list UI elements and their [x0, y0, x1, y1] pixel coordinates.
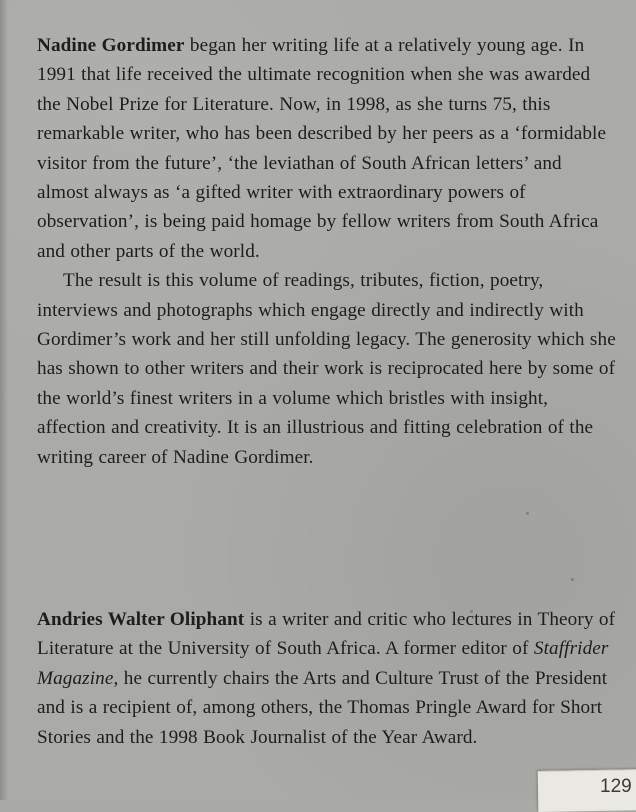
editor-bio-text-b: , he currently chairs the Arts and Culture Trust of the President and is a recipient of, among others, the Thomas Pringle Award for Short Stories and the 1998 Book Journalist of the Year Award. [37, 667, 608, 748]
editor-bio-section [37, 605, 617, 752]
paper-speck [571, 578, 574, 581]
page-edge-shadow [0, 0, 8, 800]
blurb-section [37, 31, 617, 472]
author-name: Nadine Gordimer [37, 35, 185, 56]
blurb-paragraph-2: The result is this volume of readings, tributes, fiction, poetry, interviews and photographs which engage directly and indirectly with Gordimer’s work and her still unfolding legacy. The generosity which she has shown to other writers and their work is reciprocated here by some of the world’s finest writers in a volume which bristles with insight, affection and creativity. It is an illustrious and fitting celebration of the writing career of Nadine Gordimer. [37, 270, 616, 468]
editor-bio-text-a: is a writer and critic who lectures in Theory of Literature at the University of South Africa. A former editor of [37, 609, 616, 660]
editor-name: Andries Walter Oliphant [37, 609, 245, 630]
paper-speck [526, 512, 529, 515]
price-sticker-number: 129 [600, 776, 632, 797]
editor-bio-paragraph [37, 605, 617, 752]
magazine-title: Staffrider Magazine [37, 638, 609, 689]
paper-speck [470, 610, 473, 613]
blurb-paragraph-1-text: began her writing life at a relatively young age. In 1991 that life received the ultimate recognition when she was awarded the Nobel Prize for Literature. Now, in 1998, as she turns 75, this remarkable writer, who has been described by her peers as a ‘formidable visitor from the future’, ‘the leviathan of South African letters’ and almost always as ‘a gifted writer with extraordinary powers of observation’, is being paid homage by fellow writers from South Africa and other parts of the world. [37, 35, 607, 262]
blurb-paragraph-1 [37, 31, 617, 266]
